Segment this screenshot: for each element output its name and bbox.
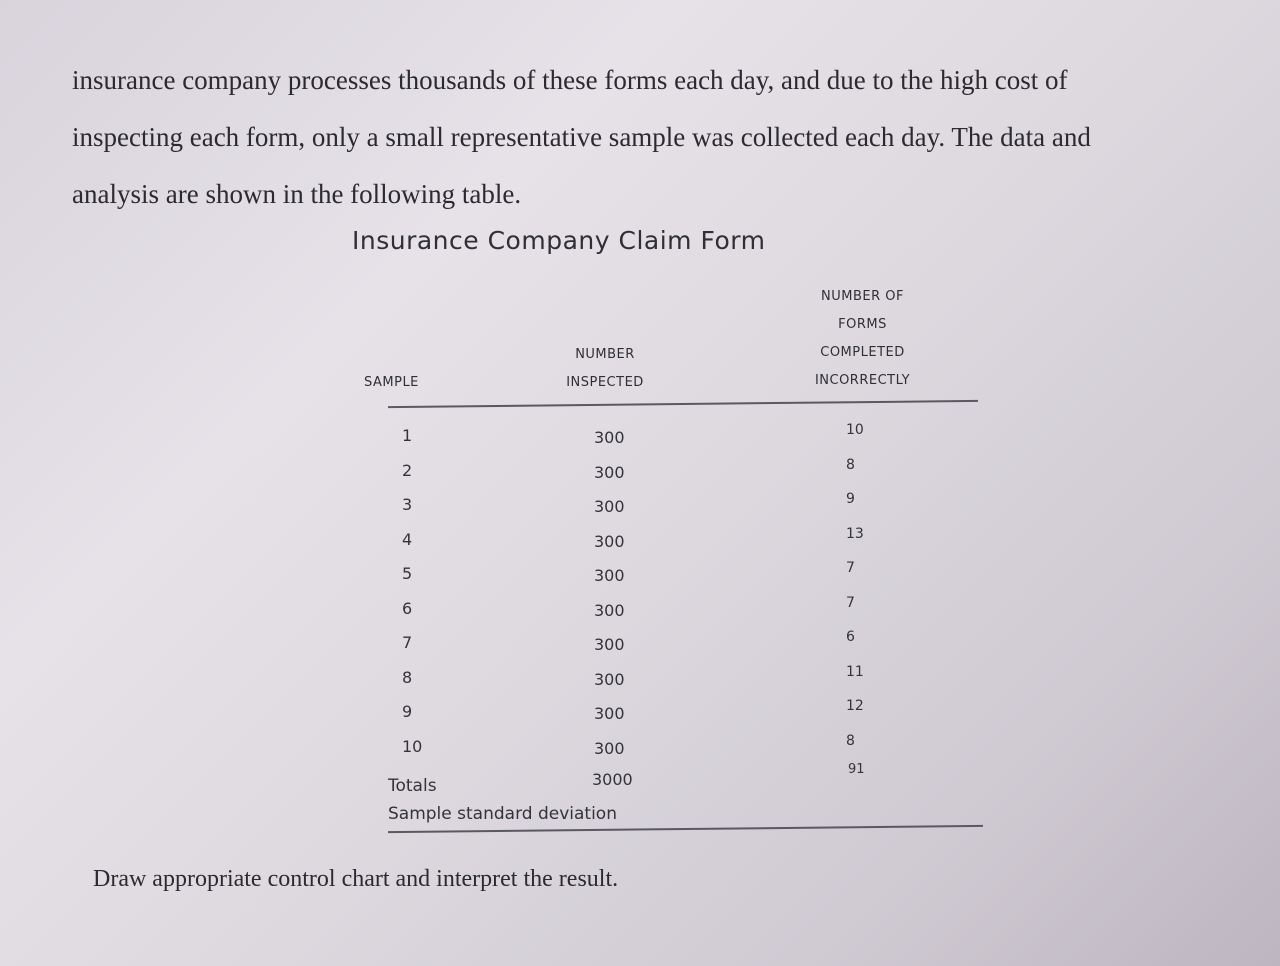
cell-incorrect: 10 [846, 422, 864, 438]
table-row [380, 524, 900, 559]
totals-incorrect: 91 [848, 762, 865, 777]
table-row [380, 489, 900, 524]
problem-paragraph [72, 52, 1212, 223]
cell-inspected: 300 [594, 704, 625, 723]
table-row [380, 558, 900, 593]
cell-incorrect: 6 [846, 629, 855, 645]
table-row [380, 696, 900, 731]
cell-inspected: 300 [594, 669, 625, 689]
header-sample: SAMPLE [364, 375, 419, 390]
header-line: FORMS [838, 317, 887, 332]
header-number-inspected [540, 341, 670, 397]
cell-incorrect: 12 [846, 698, 864, 714]
cell-sample: 9 [402, 702, 413, 721]
totals-label: Totals [388, 776, 437, 796]
cell-inspected: 300 [594, 600, 625, 620]
header-line: NUMBER OF [821, 289, 904, 304]
cell-sample: 5 [402, 564, 413, 583]
cell-incorrect: 9 [846, 491, 855, 507]
cell-inspected: 300 [594, 531, 625, 551]
cell-sample: 10 [402, 736, 423, 756]
header-forms-incorrect [790, 283, 935, 395]
paragraph-line: analysis are shown in the following table. [72, 179, 522, 209]
sample-sd-label: Sample standard deviation [388, 804, 617, 824]
paragraph-line: inspecting each form, only a small representative sample was collected each day. The data and [72, 122, 1091, 152]
header-line: COMPLETED [820, 345, 905, 360]
cell-sample: 2 [402, 460, 413, 480]
table-row [380, 662, 900, 697]
cell-incorrect: 7 [846, 560, 855, 576]
cell-sample: 6 [402, 598, 413, 618]
cell-inspected: 300 [594, 738, 625, 758]
totals-inspected: 3000 [592, 770, 633, 789]
cell-incorrect: 8 [846, 732, 855, 749]
cell-incorrect: 11 [846, 663, 864, 680]
cell-incorrect: 13 [846, 525, 864, 542]
table-row [380, 627, 900, 662]
table-row [380, 420, 900, 455]
header-line: INSPECTED [566, 375, 644, 390]
cell-inspected: 300 [594, 428, 625, 447]
cell-incorrect: 8 [846, 456, 855, 473]
cell-inspected: 300 [594, 497, 625, 516]
table-row [380, 455, 900, 490]
header-line: INCORRECTLY [814, 373, 911, 388]
cell-sample: 7 [402, 633, 413, 652]
paragraph-line: insurance company processes thousands of these forms each day, and due to the high cost of [72, 65, 1068, 95]
cell-sample: 4 [402, 529, 413, 549]
table-title: Insurance Company Claim Form [352, 226, 766, 255]
cell-inspected: 300 [594, 566, 625, 585]
table-bottom-rule [388, 825, 983, 833]
question-text: Draw appropriate control chart and interpret the result. [93, 866, 619, 892]
cell-sample: 1 [402, 426, 413, 445]
cell-sample: 3 [402, 495, 413, 514]
table-body [380, 420, 900, 765]
table-top-rule [388, 400, 978, 408]
cell-inspected: 300 [594, 462, 625, 482]
table-row [380, 731, 900, 766]
table-row [380, 593, 900, 628]
header-line: NUMBER [575, 347, 635, 362]
cell-incorrect: 7 [846, 594, 855, 611]
cell-inspected: 300 [594, 635, 625, 654]
cell-sample: 8 [402, 667, 413, 687]
